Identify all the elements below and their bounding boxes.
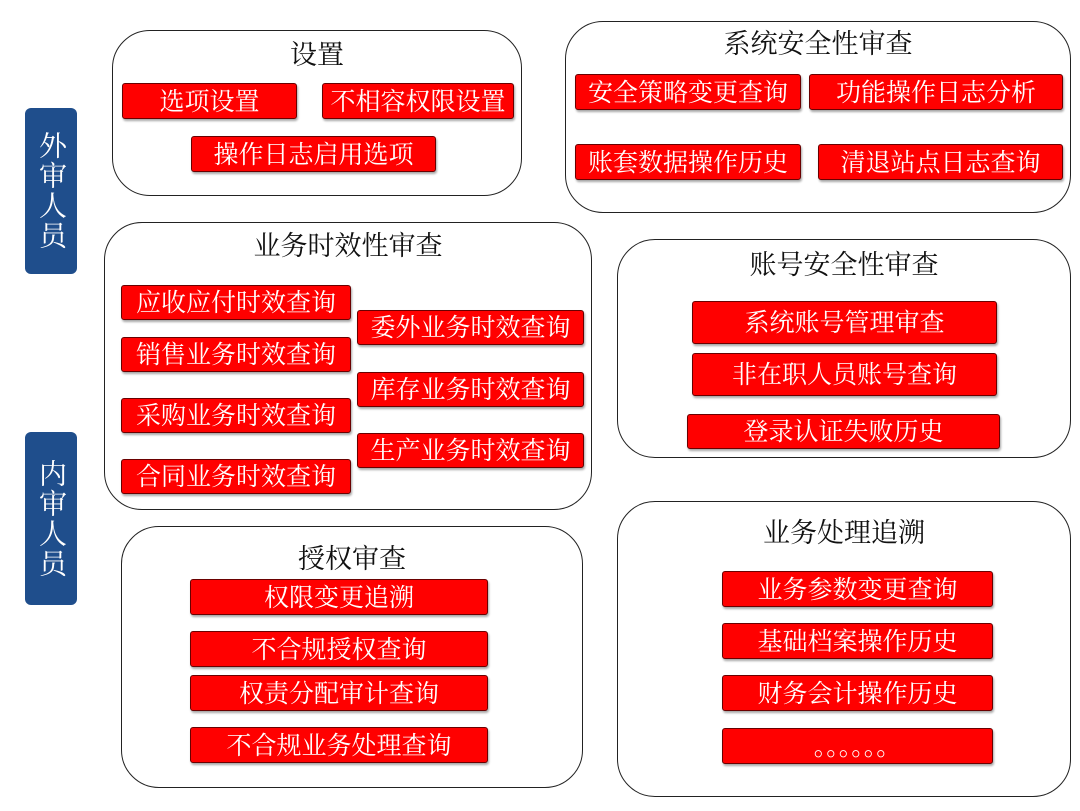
permission-change-trace-button[interactable]: 权限变更追溯 [190,579,488,615]
financial-accounting-operation-history-button[interactable]: 财务会计操作历史 [722,675,993,711]
business-timeliness-panel [104,222,592,510]
inventory-timeliness-query-button[interactable]: 库存业务时效查询 [357,372,584,407]
system-security-panel [565,21,1071,213]
authorization-review-panel [121,526,583,788]
settings-panel-title: 设置 [290,40,344,71]
retired-site-log-query-button[interactable]: 清退站点日志查询 [818,144,1063,180]
system-security-panel-title: 系统安全性审查 [723,29,913,60]
sales-timeliness-query-button[interactable]: 销售业务时效查询 [121,337,351,372]
business-timeliness-panel-title: 业务时效性审查 [253,231,443,262]
master-data-operation-history-button[interactable]: 基础档案操作历史 [722,623,993,659]
production-timeliness-query-button[interactable]: 生产业务时效查询 [357,433,584,468]
operation-log-enable-options-button[interactable]: 操作日志启用选项 [191,136,436,172]
security-policy-change-query-button[interactable]: 安全策略变更查询 [575,74,801,110]
system-account-management-review-button[interactable]: 系统账号管理审查 [692,301,997,344]
purchasing-timeliness-query-button[interactable]: 采购业务时效查询 [121,398,351,433]
external-auditor-label: 外审人员 [25,108,77,274]
responsibility-allocation-audit-query-button[interactable]: 权责分配审计查询 [190,675,488,711]
business-parameter-change-query-button[interactable]: 业务参数变更查询 [722,571,993,607]
internal-auditor-label: 内审人员 [25,432,77,605]
more-items-button[interactable]: 。。。。。。 [722,728,993,764]
authorization-review-panel-title: 授权审查 [298,544,406,575]
account-set-data-operation-history-button[interactable]: 账套数据操作历史 [575,144,801,180]
account-security-panel [617,239,1071,458]
non-compliant-business-processing-query-button[interactable]: 不合规业务处理查询 [190,727,488,763]
outsourcing-timeliness-query-button[interactable]: 委外业务时效查询 [357,310,584,345]
contract-timeliness-query-button[interactable]: 合同业务时效查询 [121,459,351,494]
option-settings-button[interactable]: 选项设置 [122,83,297,119]
account-security-panel-title: 账号安全性审查 [749,250,939,281]
receivable-payable-timeliness-query-button[interactable]: 应收应付时效查询 [121,285,351,320]
login-auth-failure-history-button[interactable]: 登录认证失败历史 [687,414,1000,449]
settings-panel [112,30,522,196]
non-employee-account-query-button[interactable]: 非在职人员账号查询 [692,353,997,396]
function-operation-log-analysis-button[interactable]: 功能操作日志分析 [809,74,1063,110]
business-processing-trace-panel [617,501,1071,797]
incompatible-permission-settings-button[interactable]: 不相容权限设置 [322,83,514,119]
non-compliant-authorization-query-button[interactable]: 不合规授权查询 [190,631,488,667]
business-processing-trace-panel-title: 业务处理追溯 [763,518,925,549]
